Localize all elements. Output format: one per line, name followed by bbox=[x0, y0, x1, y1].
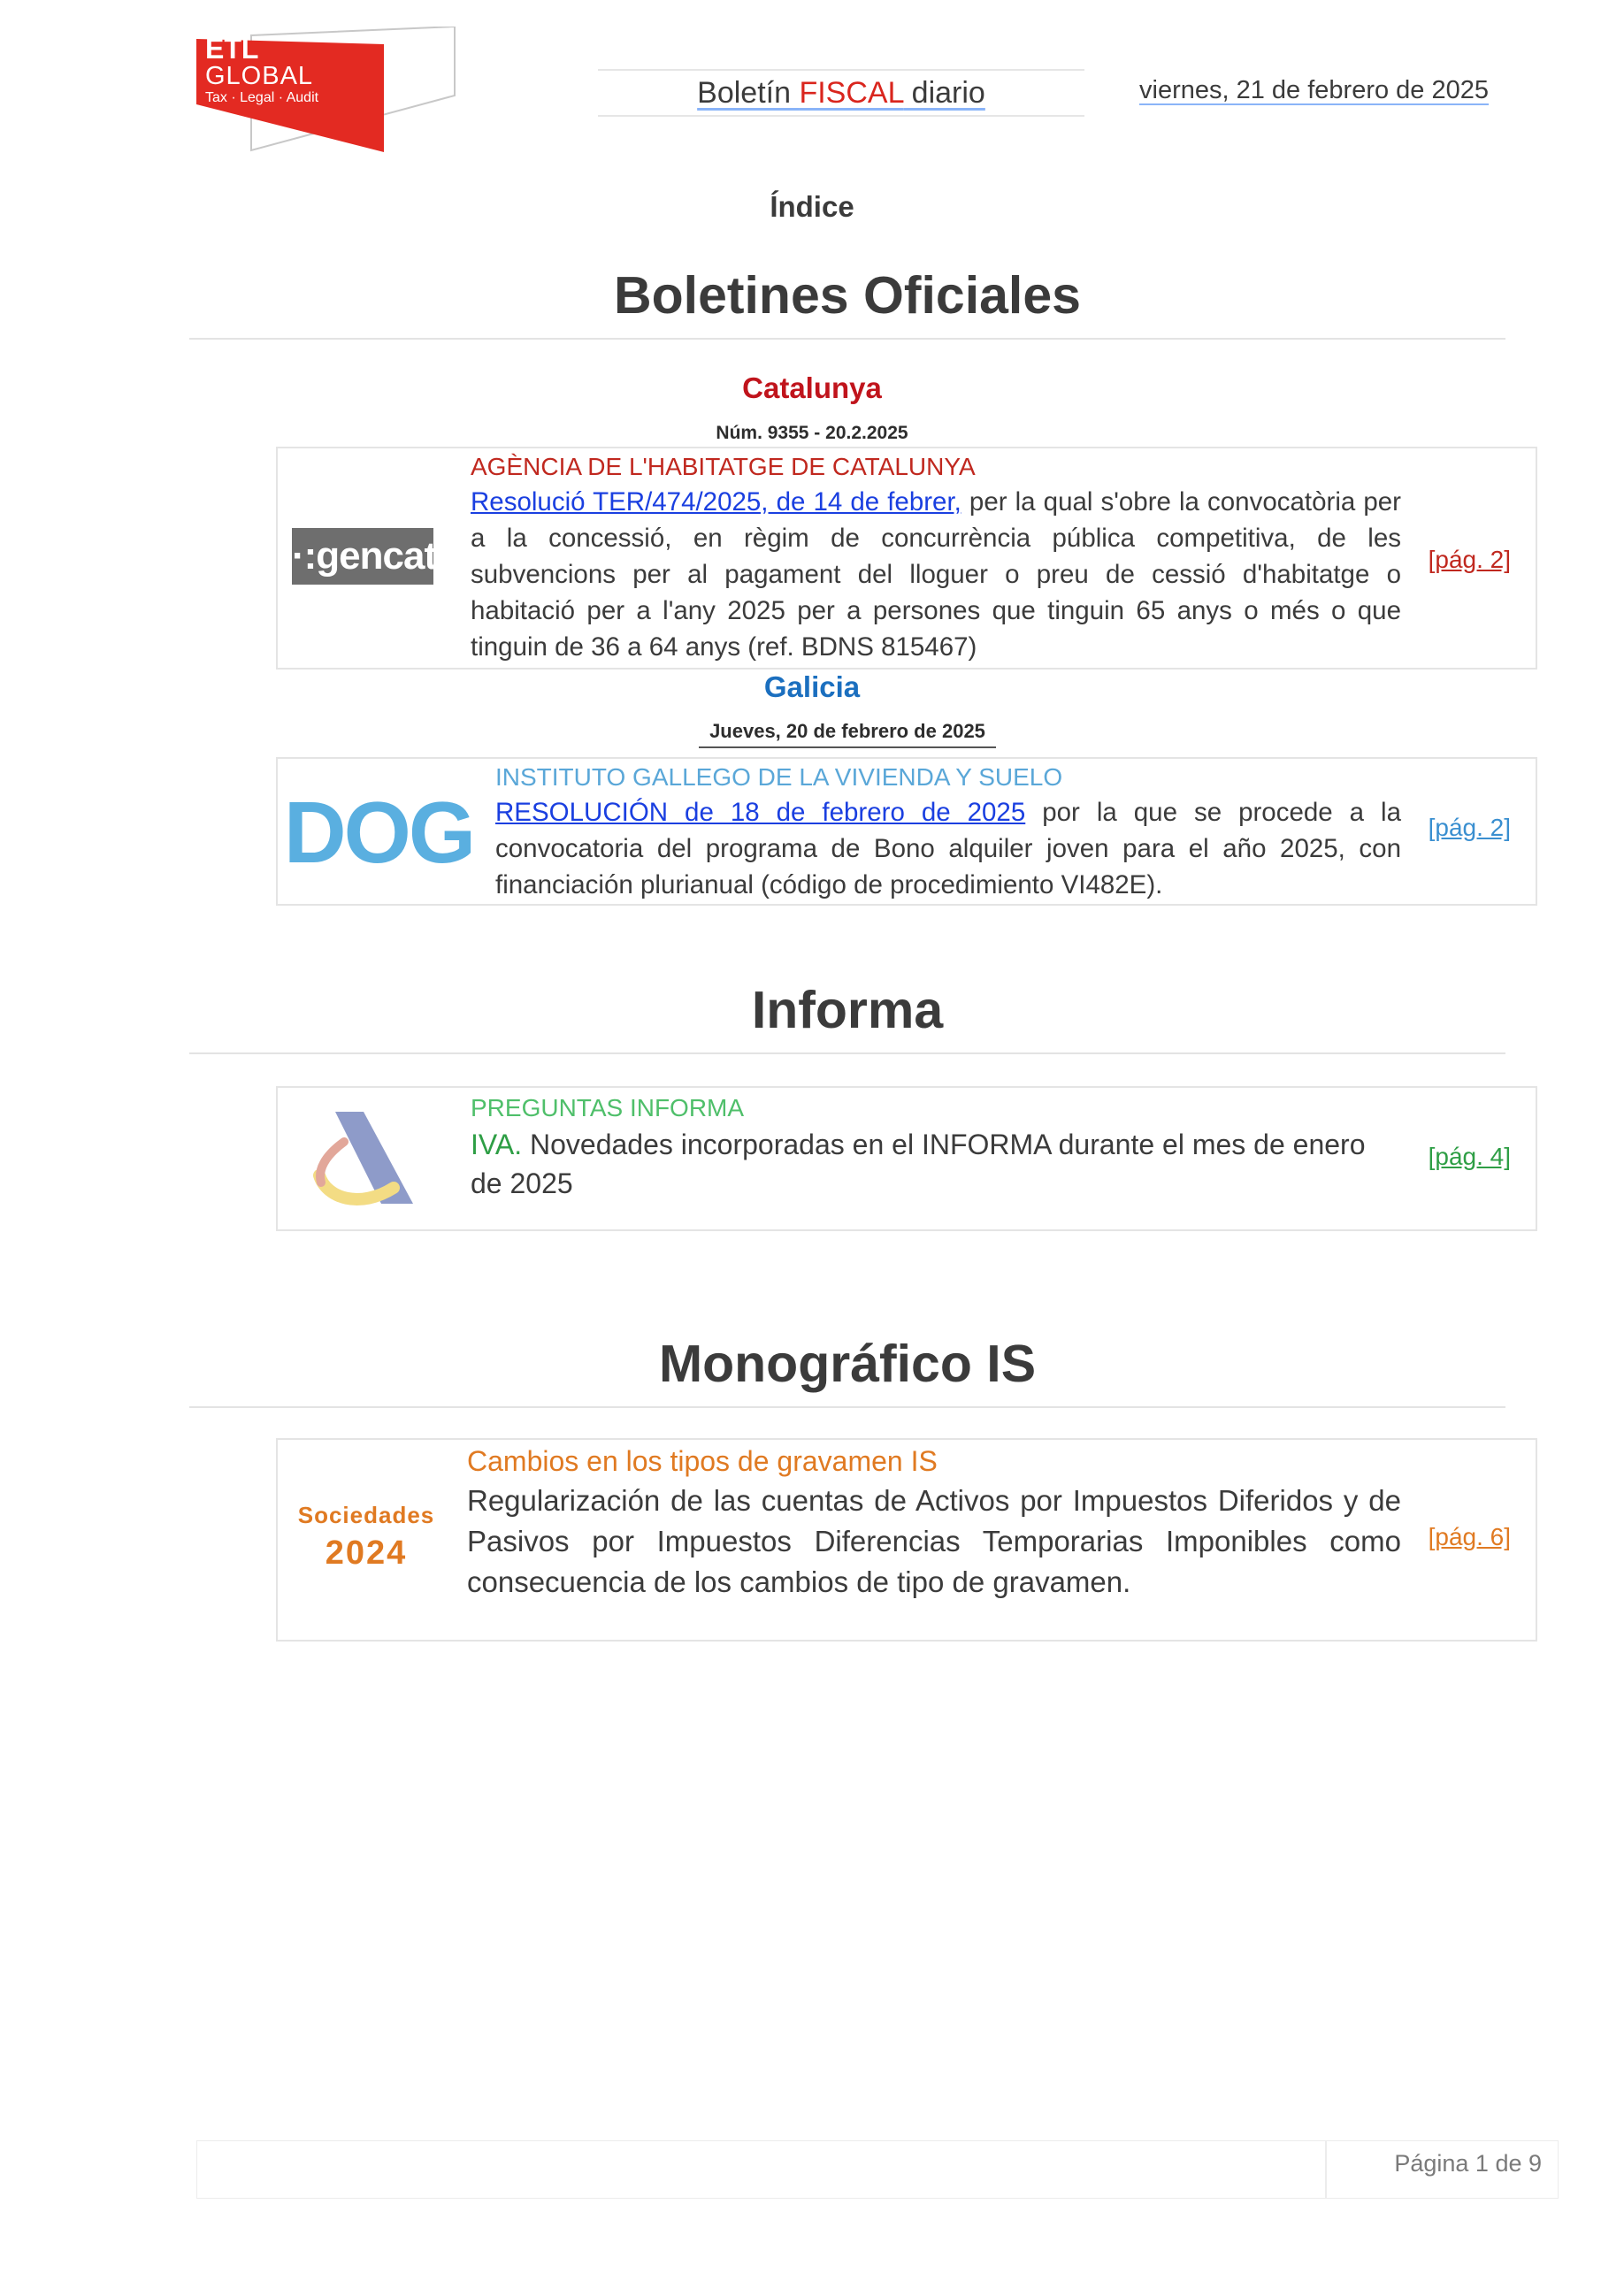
catalunya-page-ref[interactable]: [pág. 2] bbox=[1428, 546, 1511, 573]
title-highlight: FISCAL bbox=[799, 76, 904, 110]
galicia-resolution-link[interactable]: RESOLUCIÓN de 18 de febrero de 2025 bbox=[495, 798, 1026, 827]
monografico-tag: Cambios en los tipos de gravamen IS bbox=[467, 1445, 938, 1477]
informa-body-text: Novedades incorporadas en el INFORMA durante el mes de enero de 2025 bbox=[471, 1129, 1366, 1199]
logo-global-text: GLOBAL bbox=[205, 62, 314, 90]
logo-etl-text: ETL bbox=[205, 33, 259, 65]
footer-divider bbox=[1325, 2141, 1327, 2198]
aeat-logo-icon bbox=[304, 1093, 428, 1226]
dog-logo-icon: DOG bbox=[283, 783, 474, 881]
section-title-informa: Informa bbox=[189, 980, 1505, 1054]
title-prefix: Boletín bbox=[697, 76, 800, 110]
sociedades-logo-line2: 2024 bbox=[325, 1534, 408, 1572]
region-catalunya: Catalunya bbox=[742, 371, 882, 404]
galicia-body bbox=[495, 794, 1401, 903]
sociedades-logo-wrap bbox=[287, 1493, 446, 1581]
page-number: Página 1 de 9 bbox=[1394, 2150, 1542, 2177]
card-catalunya bbox=[276, 447, 1537, 670]
logo-tagline: Tax · Legal · Audit bbox=[205, 90, 319, 105]
dogc-number: Núm. 9355 - 20.2.2025 bbox=[716, 423, 908, 443]
title-suffix: diario bbox=[903, 76, 985, 110]
catalunya-body bbox=[471, 484, 1401, 665]
galicia-page-ref[interactable]: [pág. 2] bbox=[1428, 814, 1511, 841]
region-galicia: Galicia bbox=[763, 670, 861, 703]
page-footer bbox=[196, 2140, 1559, 2199]
catalunya-agency-tag: AGÈNCIA DE L'HABITATGE DE CATALUNYA bbox=[471, 453, 976, 480]
aeat-logo-svg bbox=[309, 1106, 424, 1213]
dog-logo-wrap bbox=[283, 783, 474, 881]
catalunya-resolution-link[interactable]: Resolució TER/474/2025, de 14 de febrer, bbox=[471, 487, 961, 517]
monografico-body: Regularización de las cuentas de Activos por Impuestos Diferidos y de Pasivos por Impuestos Diferencias Temporarias Imponibles como consecuencia de los cambios de tipo de gravamen. bbox=[467, 1484, 1401, 1598]
gencat-logo-wrap bbox=[292, 528, 437, 585]
informa-tag: PREGUNTAS INFORMA bbox=[471, 1094, 745, 1121]
section-title-monografico: Monográfico IS bbox=[189, 1334, 1505, 1408]
index-heading: Índice bbox=[770, 190, 854, 223]
etl-global-logo bbox=[196, 27, 462, 155]
informa-body bbox=[471, 1125, 1401, 1203]
gencat-logo-icon: ·:gencat bbox=[292, 528, 433, 585]
galicia-agency-tag: INSTITUTO GALLEGO DE LA VIVIENDA Y SUELO bbox=[495, 763, 1063, 791]
catalunya-body-text: per la qual s'obre la convocatòria per a la concessió, en règim de concurrència pública competitiva, de les subvencions per al pagament del lloguer o preu de cessió d'habitatge o habitació per a l'any 2025 per a persones que tinguin 65 anys o més o que tinguin de 36 a 64 anys (ref. BDNS 815467) bbox=[471, 487, 1401, 662]
sociedades-logo-line1: Sociedades bbox=[297, 1502, 435, 1528]
section-title-boletines: Boletines Oficiales bbox=[189, 265, 1505, 340]
monografico-page-ref[interactable]: [pág. 6] bbox=[1428, 1523, 1511, 1550]
card-monografico bbox=[276, 1438, 1537, 1642]
informa-page-ref[interactable]: [pág. 4] bbox=[1428, 1143, 1511, 1170]
informa-lead: IVA. bbox=[471, 1129, 523, 1160]
galicia-body-text: por la que se procede a la convocatoria del programa de Bono alquiler joven para el año 2025, con financiación plurianual (código de procedimiento VI482E). bbox=[495, 798, 1401, 899]
card-galicia bbox=[276, 757, 1537, 906]
card-informa bbox=[276, 1086, 1537, 1231]
sociedades-2024-logo bbox=[298, 1502, 435, 1573]
dog-date: Jueves, 20 de febrero de 2025 bbox=[699, 720, 996, 748]
bulletin-date: viernes, 21 de febrero de 2025 bbox=[1139, 76, 1489, 104]
bulletin-title bbox=[598, 69, 1084, 117]
